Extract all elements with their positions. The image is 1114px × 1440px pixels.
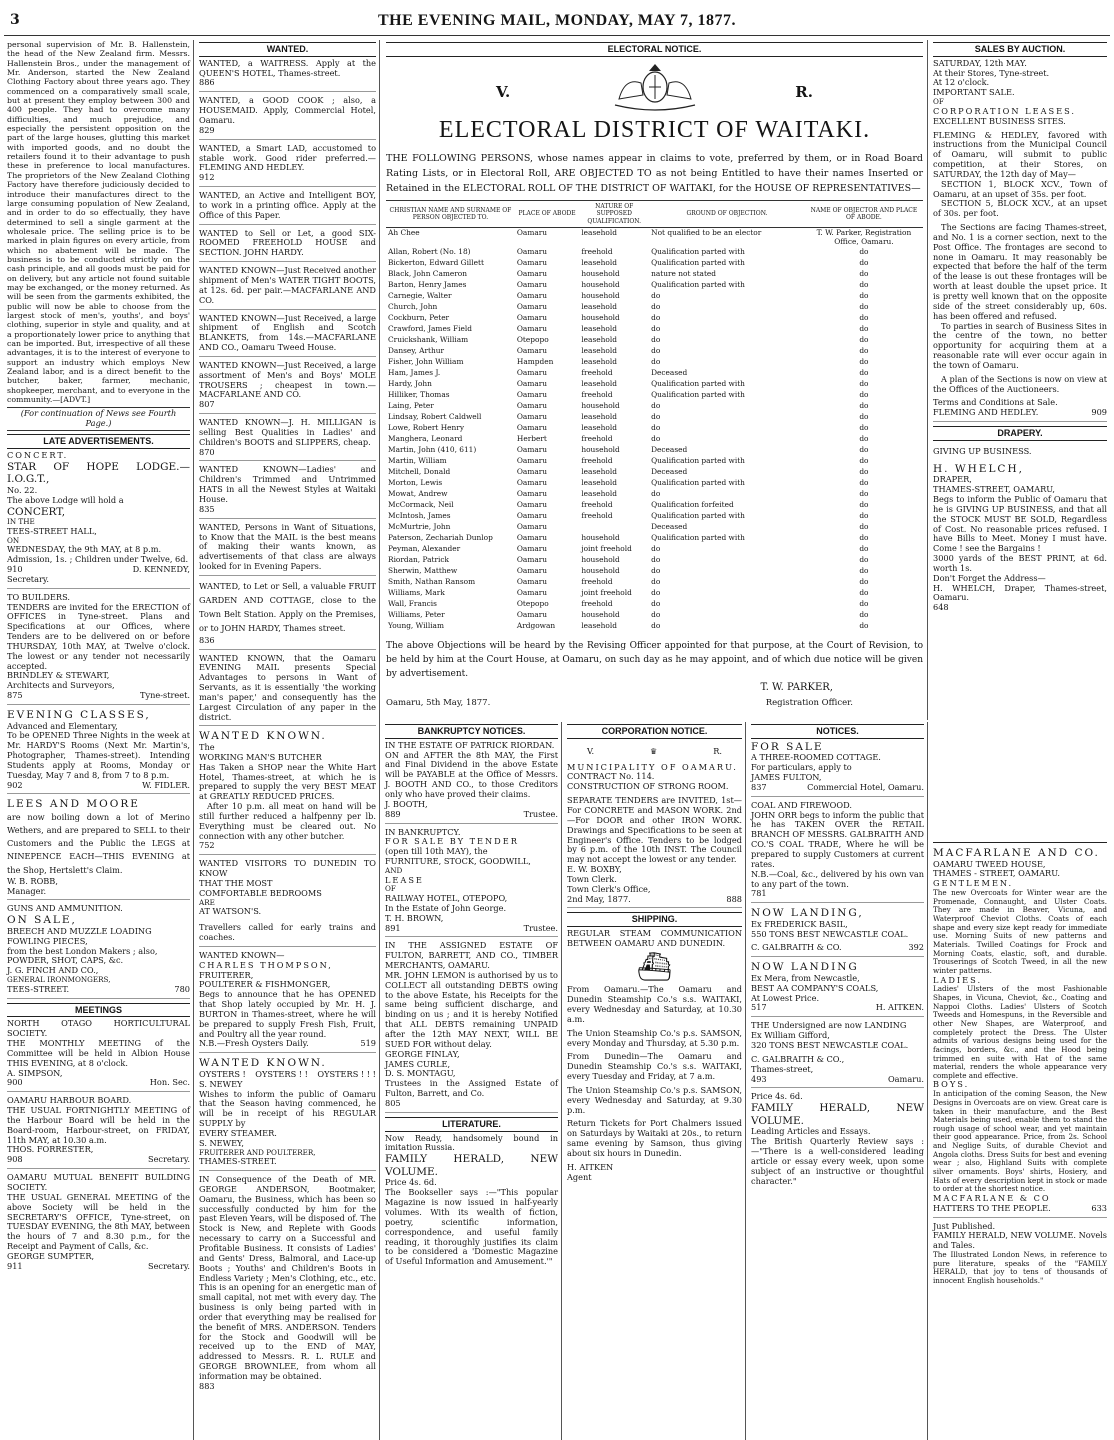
electoral-footer: The above Objections will be heard by the Revising Officer appointed for that purpose, at the Court of Revision, to be held by him at the Court House, at Oamaru, on such day as he may appoint, and of which due notice will be given by advertisement. xyxy=(386,641,923,680)
objection-row: Wall, Francis Otepopo freehold do do xyxy=(388,599,869,609)
wanted-ad: WANTED KNOWN—J. H. MILLIGAN is selling Best Qualities in Ladies' and Children's BOOTS and SLIPPERS, cheap. 870 xyxy=(199,418,376,461)
news-article: personal supervision of Mr. B. Hallenstein, the head of the New Zealand firm. Messrs. Hallenstein Bros., under the management of Mr. Anderson, started the New Zealand Clothing Factory about three years ago. They commenced on a comparatively small scale, but at present they employ between 300 and 400 people. They had to overcome many difficulties, and much prejudice, and especially the persistent opposition on the part of the large houses, glutting this market with imported goods, and no doubt the retailers found it to their advantage to push these in preference to local manufactures. The proprietors of the New Zealand Clothing Factory have therefore judiciously decided to introduce their manufactures direct to the large consuming population of New Zealand, and in order to do so effectually, they have determined to sell a single garment at the wholesale price. The selling price is to be marked in plain figures on every article, from which no abatement will be made. The business is to be conducted strictly on the cash principle, and all goods must be paid for on delivery, but any article not found suitable may be exchanged, or the money returned. As will be seen from the garments exhibited, the public will now be able to choose from the largest stock of men's, youths', and boys' clothing, superior in style and quality, and at a proportionately lower price to anything that can be imported. But, irrespective of all these advantages, it is to the interest of everyone to support an industry which employs New Zealand labor, and is a direct benefit to the butcher, baker, farmer, mechanic, shopkeeper, merchant, and to everyone in the community.—[ADVT.] xyxy=(7,40,190,405)
objection-row: Manghera, Leonard Herbert freehold do do xyxy=(388,434,869,444)
macfarlane-column xyxy=(930,840,1110,1440)
objection-row: Allan, Robert (No. 18) Oamaru freehold Qualification parted with do xyxy=(388,247,869,257)
objection-row: Sherwin, Matthew Oamaru household do do xyxy=(388,566,869,576)
corporation-column xyxy=(564,722,746,1440)
macfarlane-ad: MACFARLANE AND CO. OAMARU TWEED HOUSE, THAMES - STREET, OAMARU. GENTLEMEN. The new Overcoats for Winter wear are the Promenade, Connaught, and Ulster Coats. They are made in Beaver, Vicuna, and Waterproof Cheviot Cloths. Coats of each shape and every size kept ready for immediate use. Morning Suits of new patterns and Materials. Twilled Coatings for Frock and Morning Coats, elastic, soft, and durable. Trouserings of Scotch Tweed, in all the new winter patterns. LADIES. Ladies' Ulsters of the most Fashionable Shapes, in Vicuna, Cheviot, &c., Coating and Nappoi Cloths. Ladies' Ulsters of Scotch Tweeds and Homespuns, in the Reversible and other New Shapes, are Waterproof, and completely protect the Dress. The Ulster admits of various designs being used for the facings, borders, &c., and the Hood being trimmed en suite with Hat of the same material, renders the whole appearance very complete and effective. BOYS. In anticipation of the coming Season, the New Designs in Overcoats are on view. Great care is taken in their manufacture, and the Best Materials being used, enable them to stand the rough usage of school wear, and yet maintain their good appearance. Price, from 2s. School and Neglige Suits, of durable Cheviot and Angola cloths. Dress Suits for best and evening wear ; also, Highland Suits with complete silver ornaments. Boys' shirts, Hosiery, and Hats of every description kept in stock or made to order at the shortest notice. MACFARLANE & CO HATTERS TO THE PEOPLE. 633 xyxy=(933,842,1107,1218)
notices-column xyxy=(748,722,928,1440)
objection-row: Fisher, John William Hampden leasehold do do xyxy=(388,357,869,367)
building-society-ad: OAMARU MUTUAL BENEFIT BUILDING SOCIETY. THE USUAL GENERAL MEETING of the above Society will be held in the SECRETARY'S OFFICE, Tyne-street, on TUESDAY EVENING, the 8th MAY, between the hours of 7 and 8.30 p.m., for the Receipt and Payment of Calls, &c. GEORGE SUMPTER, 911 Secretary. xyxy=(7,1172,190,1271)
electoral-heading: ELECTORAL NOTICE. xyxy=(386,42,923,57)
objection-row: Riordan, Patrick Oamaru household do do xyxy=(388,555,869,565)
butcher-ad: WANTED KNOWN. The WORKING MAN'S BUTCHER Has Taken a SHOP near the White Hart Hotel, Thames-street, at which he is prepared to supply the very BEST MEAT at GREATLY REDUCED PRICES. After 10 p.m. all meat on hand will be still further reduced a halfpenny per lb. Everything must be cleared out. No connection with any other butcher. 752 xyxy=(199,730,376,855)
late-advertisements-heading: LATE ADVERTISEMENTS. xyxy=(7,434,190,449)
objection-row: Church, John Oamaru leasehold do do xyxy=(388,302,869,312)
wanted-list xyxy=(199,59,376,576)
objection-row: Martin, William Oamaru freehold Qualification parted with do xyxy=(388,456,869,466)
bankruptcy-heading: BANKRUPTCY NOTICES. xyxy=(385,724,558,739)
objection-row: McMurtrie, John Oamaru Deceased do xyxy=(388,522,869,532)
wanted-ad: WANTED, an Active and Intelligent BOY, to work in a printing office. Apply at the Office of this Paper. xyxy=(199,191,376,225)
railway-hotel-ad: IN BANKRUPTCY. FOR SALE BY TENDER (open till 10th MAY), the FURNITURE, STOCK, GOODWILL, AND LEASE OF RAILWAY HOTEL, OTEPOPO, In the Estate of John George. T. H. BROWN, 891 Trustee. xyxy=(385,828,558,938)
electoral-notice: ELECTORAL NOTICE. V. R. ELECTORAL DISTRICT OF WAITAKI. THE FOLLOWING PERSONS, whose names appear in claims to vote, preferred by them, or in Road Board Rating Lists, or in Electoral Roll, ARE OBJECTED TO as not being Entitled to have their names Inserted or Retained in the ELECTORAL ROLL OF THE DISTRICT OF WAITAKI, for the HOUSE OF REPRESENTATIVES— CHRISTIAN NAME AND SURNAME OF PERSON OBJECTED TO. PLACE OF ABODE NATURE OF SUPPOSED QUALIFICATION. GROUND OF OBJECTION. NAME OF OBJECTOR AND PLACE OF ABODE. Ah Chee Oamaru leasehold Not qualified to be an elector T. W. Parker, Registration Office, Oamaru. Allan, Robert (No. 18) Oamaru freehold Qualification parted with do Bickerton, Edward Gillett Oamaru leasehold Qualification parted with do Black, John Cameron Oamaru household nature not stated do Barton, Henry James Oamaru household Qualification parted with do Carnegie, Walter Oamaru household do do Church, John Oamaru leasehold do do Cockburn, Peter Oamaru household do do Crawford, James Field Oamaru leasehold do do Cruickshank, William Otepopo leasehold do do Dansey, Arthur Oamaru leasehold do do Fisher, John William Hampden leasehold do do Ham, James J. Oamaru freehold Deceased do Hardy, John Oamaru leasehold Qualification parted with do Hilliker, Thomas Oamaru freehold Qualification parted with do Laing, Peter Oamaru household do do Lindsay, Robert Caldwell Oamaru leasehold do do Lowe, Robert Henry Oamaru leasehold do do Manghera, Leonard Herbert freehold do do Martin, John (410, 611) Oamaru household Deceased do Martin, William Oamaru freehold Qualification parted with do Mitchell, Donald Oamaru leasehold Deceased do Morton, Lewis Oamaru leasehold Qualification parted with do Mowat, Andrew Oamaru leasehold do do McCormack, Neil Oamaru freehold Qualification forfeited do McIntosh, James Oamaru freehold Qualification parted with do McMurtrie, John Oamaru Deceased do Paterson, Zechariah Dunlop Oamaru household Qualification parted with do Peyman, Alexander Oamaru joint freehold do do Riordan, Patrick Oamaru household do do Sherwin, Matthew Oamaru household do do Smith, Nathan Ransom Oamaru freehold do do Williams, Mark Oamaru joint freehold do do Wall, Francis Otepopo freehold do do Williams, Peter Oamaru household do do Young, William Ardgowan leasehold do do The above Objections will be heard by the Revising Officer appointed for that purpose, at the Court of Revision, to be held by him at the Court House, at Oamaru, on such day as he may appoint, and of which due notice will be given by advertisement. T. W. PARKER, Oamaru, 5th May, 1877. Registration Officer. xyxy=(382,40,928,720)
objection-row: Ham, James J. Oamaru freehold Deceased do xyxy=(388,368,869,378)
fulton-barrett-ad: IN THE ASSIGNED ESTATE OF FULTON, BARRETT, AND CO., TIMBER MERCHANTS, OAMARU. MR. JOHN LEMON is authorised by us to COLLECT all outstanding DEBTS owing to the above Estate, his Receipts for the same being sufficient discharge, and binding on us ; and it is hereby Notified that ALL DEBTS remaining UNPAID after the 12th MAY NEXT, WILL BE SUED FOR without delay. GEORGE FINLAY, JAMES CURLE, D. S. MONTAGU, Trustees in the Assigned Estate of Fulton, Barrett, and Co. 805 xyxy=(385,941,558,1112)
family-herald-novels-ad: Just Published. FAMILY HERALD, NEW VOLUME. Novels and Tales. The Illustrated London News, in reference to pure literature, speaks of the "FAMILY HERALD, that joy to tens of thousands of innocent English households." xyxy=(933,1220,1108,1286)
concert-ad: CONCERT. STAR OF HOPE LODGE.—I.O.G.T., No. 22. The above Lodge will hold a CONCERT, IN THE TEES-STREET HALL, ON WEDNESDAY, the 9th MAY, at 8 p.m. Admission, 1s. ; Children under Twelve, 6d. 910 D. KENNEDY, Secretary. xyxy=(7,451,190,589)
royal-coat-of-arms-icon xyxy=(605,59,705,114)
electoral-intro: THE FOLLOWING PERSONS, whose names appear in claims to vote, preferred by them, or in Road Board Rating Lists, or in Electoral Roll, ARE OBJECTED TO as not being Entitled to have their names Inserted or Retained in the ELECTORAL ROLL OF THE DISTRICT OF WAITAKI, for the HOUSE OF REPRESENTATIVES— xyxy=(386,152,923,194)
objection-row: Carnegie, Walter Oamaru household do do xyxy=(388,291,869,301)
coal-firewood-ad: COAL AND FIREWOOD. JOHN ORR begs to inform the public that he has TAKEN OVER the RETAIL BRANCH OF MESSRS. GALBRAITH AND CO.'S COAL TRADE, Where he will be prepared to supply Customers at current rates. N.B.—Coal, &c., delivered by his own van to any part of the town. 781 xyxy=(751,801,924,903)
objection-row: Crawford, James Field Oamaru leasehold do do xyxy=(388,324,869,334)
objection-row: Cockburn, Peter Oamaru household do do xyxy=(388,313,869,323)
wanted-ad: WANTED, a WAITRESS. Apply at the QUEEN'S HOTEL, Thames-street. 886 xyxy=(199,59,376,93)
sales-by-auction-heading: SALES BY AUCTION. xyxy=(933,42,1107,57)
objection-row: Peyman, Alexander Oamaru joint freehold do do xyxy=(388,544,869,554)
whelch-draper-ad: GIVING UP BUSINESS. H. WHELCH, DRAPER, THAMES-STREET, OAMARU, Begs to inform the Public of Oamaru that he is GIVING UP BUSINESS, and that all the STOCK MUST BE SOLD, Regardless of Cost. No reasonable prices refused. I have Bills to Meet. Money I must have. Come ! see the Bargains ! 3000 yards of the BEST PRINT, at 6d. worth 1s. Don't Forget the Address— H. WHELCH, Draper, Thames-street, Oamaru. 648 xyxy=(933,445,1107,613)
strong-room-tender: V. ♛ R. MUNICIPALITY OF OAMARU. CONTRACT No. 114. CONSTRUCTION OF STRONG ROOM. SEPARATE TENDERS are INVITED, 1st—For CONCRETE and MASON WORK. 2nd—For DOOR and other IRON WORK. Drawings and Specifications to be seen at Engineer's Office. Tenders to be lodged by 6 p.m. of the 10th INST. The Council may not accept the lowest or any tender. E. W. BOXBY, Town Clerk. Town Clerk's Office, 2nd May, 1877. 888 xyxy=(567,741,742,909)
objection-row: Lindsay, Robert Caldwell Oamaru leasehold do do xyxy=(388,412,869,422)
wanted-ad: WANTED KNOWN—Just Received, a large shipment of English and Scotch BLANKETS, from 14s.—MACFARLANE AND CO., Oamaru Tweed House. xyxy=(199,314,376,357)
objection-row: Young, William Ardgowan leasehold do do xyxy=(388,621,869,631)
objection-row: Mowat, Andrew Oamaru leasehold do do xyxy=(388,489,869,499)
meetings-heading: MEETINGS xyxy=(7,1003,190,1018)
continuation-note: (For continuation of News see Fourth Page.) xyxy=(7,407,190,431)
anderson-ad: IN Consequence of the Death of MR. GEORGE ANDERSON, Bootmaker, Oamaru, the Business, which has been so successfully conducted by him for the past Eleven Years, will be disposed of. The Stock is New, and Replete with Goods necessary to carry on a Successful and Profitable Business. It consists of Ladies' and Gents' Dress, Balmoral, and Lace-up Boots ; Youths' and Children's Boots in Endless Variety ; Men's Clothing, etc., etc. This is an opening for an energetic man of small capital, not met with every day. The business is only being parted with in order that everything may be realised for the benefit of MRS. ANDERSON. Tenders for the Stock and Goodwill will be received up to the END of MAY, addressed to Messrs. R. L. RULE and GEORGE BROWNLEE, from whom all information may be obtained. 883 xyxy=(199,1174,376,1391)
notices-heading: NOTICES. xyxy=(751,724,924,739)
objection-row: Ah Chee Oamaru leasehold Not qualified to be an elector T. W. Parker, Registration Office, Oamaru. xyxy=(388,227,912,246)
bankruptcy-column xyxy=(382,722,562,1440)
evening-mail-ad: WANTED KNOWN, that the Oamaru EVENING MAIL presents Special Advantages to persons in Want of Servants, as it is essentially 'the working man's paper,' and consequently has the Largest Circulation of any paper in the district. xyxy=(199,654,376,727)
landing-ad-2: NOW LANDING Ex Mera, from Newcastle, BEST AA COMPANY'S COALS, At Lowest Price. 517 H. AITKEN. xyxy=(751,961,924,1017)
column-5-auction xyxy=(930,40,1110,840)
objection-row: Cruickshank, William Otepopo leasehold do do xyxy=(388,335,869,345)
shipping-heading: SHIPPING. xyxy=(567,912,742,927)
objection-row: Paterson, Zechariah Dunlop Oamaru household Qualification parted with do xyxy=(388,533,869,543)
wanted-ad: WANTED KNOWN—Just Received, a large assortment of Men's and Boys' MOLE TROUSERS ; cheapest in town.—MACFARLANE AND CO. 807 xyxy=(199,361,376,414)
drapery-heading: DRAPERY. xyxy=(933,426,1107,441)
literature-heading: LITERATURE. xyxy=(385,1117,558,1132)
wanted-heading: WANTED. xyxy=(199,42,376,57)
masthead xyxy=(4,6,1110,36)
objection-row: Martin, John (410, 611) Oamaru household Deceased do xyxy=(388,445,869,455)
builders-ad: TO BUILDERS. TENDERS are invited for the ERECTION of OFFICES in Tyne-street. Plans and Specifications at our Offices, where Tenders are to be delivered on or before THURSDAY, 10th MAY, at Twelve o'clock. The lowest or any tender not necessarily accepted. BRINDLEY & STEWART, Architects and Surveyors, 875 Tyne-street. xyxy=(7,593,190,705)
crest-icon: ♛ xyxy=(649,745,658,756)
objection-row: Mitchell, Donald Oamaru leasehold Deceased do xyxy=(388,467,869,477)
evening-classes-ad: EVENING CLASSES, Advanced and Elementary, To be OPENED Three Nights in the week at Mr. HARDY'S Rooms (Next Mr. Martin's, Photographer, Thames-street). Intending Students apply at Rooms, Monday or Tuesday, May 7 and 8, from 7 to 8 p.m. 902 W. FIDLER. xyxy=(7,709,190,795)
objection-row: Morton, Lewis Oamaru leasehold Qualification parted with do xyxy=(388,478,869,488)
steam-communication-ad: REGULAR STEAM COMMUNICATION BETWEEN OAMARU AND DUNEDIN. ⛴ From Oamaru.—The Oamaru and Dunedin Steamship Co.'s s.s. WAITAKI, every Wednesday and Saturday, at 10.30 a.m. The Union Steamship Co.'s p.s. SAMSON, every Monday and Thursday, at 5.30 p.m. From Dunedin—The Oamaru and Dunedin Steamship Co.'s s.s. WAITAKI, every Tuesday and Friday, at 7 a.m. The Union Steamship Co.'s p.s. SAMSON, every Wednesday and Saturday, at 9.30 p.m. Return Tickets for Port Chalmers issued on Saturdays by Waitaki at 20s., to return same evening by Samson, thus giving about six hours in Dunedin. H. AITKEN Agent xyxy=(567,928,742,1182)
lees-moore-ad: LEES AND MOORE are now boiling down a lot of Merino Wethers, and are prepared to SELL to their Customers and the Public the LEGS at NINEPENCE EACH—THIS EVENING at the Shop, Hertslett's Claim. W. B. ROBB, Manager. xyxy=(7,798,190,900)
newspaper-page xyxy=(4,0,1110,1440)
cottage-ad: FOR SALE A THREE-ROOMED COTTAGE. For particulars, apply to JAMES FULTON, 837 Commercial Hotel, Oamaru. xyxy=(751,741,924,797)
objection-row: McCormack, Neil Oamaru freehold Qualification forfeited do xyxy=(388,500,869,510)
objection-row: Bickerton, Edward Gillett Oamaru leasehold Qualification parted with do xyxy=(388,258,869,268)
objection-row: Dansey, Arthur Oamaru leasehold do do xyxy=(388,346,869,356)
corporation-leases-ad: SATURDAY, 12th MAY. At their Stores, Tyne-street. At 12 o'clock. IMPORTANT SALE. OF CORPORATION LEASES. EXCELLENT BUSINESS SITES. FLEMING & HEDLEY, favored with instructions from the Municipal Council of Oamaru, will submit to public competition, at their Stores, on SATURDAY, the 12th day of May— SECTION 1, BLOCK XCV., Town of Oamaru, at an upset of 35s. per foot. SECTION 5, BLOCK XCV., at an upset of 30s. per foot. The Sections are facing Thames-street, and No. 1 is a corner section, next to the Post Office. The frontages are second to none in Oamaru. It may reasonably be expected that before the half of the term of the lease is out these frontages will be worth at least double the upset price. It is pretty well known that on the opposite side of the street considerably up, 60s. has been offered and refused. To parties in search of Business Sites in the centre of the town, no better opportunity for acquiring them at a reasonable rate will ever occur again in the town of Oamaru. A plan of the Sections is now on view at the Offices of the Auctioneers. Terms and Conditions at Sale. FLEMING AND HEDLEY. 909 xyxy=(933,59,1107,422)
riordan-estate-ad: IN THE ESTATE OF PATRICK RIORDAN. ON and AFTER the 8th MAY, the First and Final Dividend in the above Estate will be PAYABLE at the Office of Messrs. J. BOOTH AND CO., to those Creditors only who have proved their claims. J. BOOTH, 889 Trustee. xyxy=(385,741,558,824)
horticultural-ad: NORTH OTAGO HORTICULTURAL SOCIETY. THE MONTHLY MEETING of the Committee will be held in Albion House THIS EVENING, at 8 o'clock. A. SIMPSON, 900 Hon. Sec. xyxy=(7,1019,190,1092)
wanted-ad: WANTED KNOWN—Ladies' and Children's Trimmed and Untrimmed HATS in all the Newest Styles at Waitaki House. 835 xyxy=(199,465,376,518)
objection-row: Black, John Cameron Oamaru household nature not stated do xyxy=(388,269,869,279)
wanted-ad: WANTED, a GOOD COOK ; also, a HOUSEMAID. Apply, Commercial Hotel, Oamaru. 829 xyxy=(199,96,376,139)
steamship-icon: ⛴ xyxy=(636,949,673,983)
wanted-ad: WANTED, Persons in Want of Situations, to Know that the MAIL is the best means of making their wants known, as advertisements of that class are always looked for in Evening Papers. xyxy=(199,523,376,576)
objection-row: Barton, Henry James Oamaru household Qualification parted with do xyxy=(388,280,869,290)
newspaper-title: THE EVENING MAIL, MONDAY, MAY 7, 1877. xyxy=(378,12,736,29)
objections-table: CHRISTIAN NAME AND SURNAME OF PERSON OBJECTED TO. PLACE OF ABODE NATURE OF SUPPOSED QUALIFICATION. GROUND OF OBJECTION. NAME OF OBJECTOR AND PLACE OF ABODE. Ah Chee Oamaru leasehold Not qualified to be an elector T. W. Parker, Registration Office, Oamaru. Allan, Robert (No. 18) Oamaru freehold Qualification parted with do Bickerton, Edward Gillett Oamaru leasehold Qualification parted with do Black, John Cameron Oamaru household nature not stated do Barton, Henry James Oamaru household Qualification parted with do Carnegie, Walter Oamaru household do do Church, John Oamaru leasehold do do Cockburn, Peter Oamaru household do do Crawford, James Field Oamaru leasehold do do Cruickshank, William Otepopo leasehold do do Dansey, Arthur Oamaru leasehold do do Fisher, John William Hampden leasehold do do Ham, James J. Oamaru freehold Deceased do Hardy, John Oamaru leasehold Qualification parted with do Hilliker, Thomas Oamaru freehold Qualification parted with do Laing, Peter Oamaru household do do Lindsay, Robert Caldwell Oamaru leasehold do do Lowe, Robert Henry Oamaru leasehold do do Manghera, Leonard Herbert freehold do do Martin, John (410, 611) Oamaru household Deceased do Martin, William Oamaru freehold Qualification parted with do Mitchell, Donald Oamaru leasehold Deceased do Morton, Lewis Oamaru leasehold Qualification parted with do Mowat, Andrew Oamaru leasehold do do McCormack, Neil Oamaru freehold Qualification forfeited do McIntosh, James Oamaru freehold Qualification parted with do McMurtrie, John Oamaru Deceased do Paterson, Zechariah Dunlop Oamaru household Qualification parted with do Peyman, Alexander Oamaru joint freehold do do Riordan, Patrick Oamaru household do do Sherwin, Matthew Oamaru household do do Smith, Nathan Ransom Oamaru freehold do do Williams, Mark Oamaru joint freehold do do Wall, Francis Otepopo freehold do do Williams, Peter Oamaru household do do Young, William Ardgowan leasehold do do xyxy=(386,200,923,632)
page-number: 3 xyxy=(10,12,20,28)
guns-ad: GUNS AND AMMUNITION. ON SALE, BREECH AND MUZZLE LOADING FOWLING PIECES, from the best London Makers ; also, POWDER, SHOT, CAPS, &c. J. G. FINCH AND CO., GENERAL IRONMONGERS, TEES-STREET. 780 xyxy=(7,904,190,998)
objection-row: Hardy, John Oamaru leasehold Qualification parted with do xyxy=(388,379,869,389)
objection-row: Hilliker, Thomas Oamaru freehold Qualification parted with do xyxy=(388,390,869,400)
family-herald-notice: Price 4s. 6d. FAMILY HERALD, NEW VOLUME. Leading Articles and Essays. The British Quarterly Review says :—"There is a well-considered leading article or essay every week, upon some subject of an instructive or thoughtful character." xyxy=(751,1091,924,1186)
objection-row: Williams, Mark Oamaru joint freehold do do xyxy=(388,588,869,598)
objection-row: Lowe, Robert Henry Oamaru leasehold do do xyxy=(388,423,869,433)
corporation-heading: CORPORATION NOTICE. xyxy=(567,724,742,739)
objection-row: Williams, Peter Oamaru household do do xyxy=(388,610,869,620)
royal-crest: V. R. xyxy=(386,59,923,114)
wanted-ad: WANTED KNOWN—Just Received another shipment of Men's WATER TIGHT BOOTS, at 12s. 6d. per pair.—MACFARLANE AND CO. xyxy=(199,266,376,309)
objection-row: Laing, Peter Oamaru household do do xyxy=(388,401,869,411)
objection-row: Smith, Nathan Ransom Oamaru freehold do do xyxy=(388,577,869,587)
landing-ad-1: NOW LANDING, Ex FREDERICK BASIL, 550 TONS BEST NEWCASTLE COAL. C. GALBRAITH & CO. 392 xyxy=(751,907,924,957)
objection-row: McIntosh, James Oamaru freehold Qualification parted with do xyxy=(388,511,869,521)
family-herald-ad: Now Ready, handsomely bound in imitation Russia. FAMILY HERALD, NEW VOLUME. Price 4s. 6d. The Bookseller says :—"This popular Magazine is now issued in half-yearly volumes. With its wealth of fiction, poetry, scientific information, correspondence, and useful family reading, it thoroughly justifies its claim to be considered a 'Domestic Magazine of Useful Information and Amusement.'" xyxy=(385,1132,558,1267)
oysters-ad: WANTED KNOWN. OYSTERS ! OYSTERS ! ! OYSTERS ! ! ! S. NEWEY Wishes to inform the public of Oamaru that the Season having commenced, he will be in receipt of his REGULAR SUPPLY by EVERY STEAMER. S. NEWEY, FRUITERER AND POULTERER, THAMES-STREET. xyxy=(199,1057,376,1171)
harbour-board-ad: OAMARU HARBOUR BOARD. THE USUAL FORTNIGHTLY MEETING of the Harbour Board will be held in the Board-room, Harbour-street, on FRIDAY, 11th MAY, at 10.30 a.m. THOS. FORRESTER, 908 Secretary. xyxy=(7,1096,190,1169)
column-2-wanted xyxy=(196,40,380,1440)
wanted-ad: WANTED, a Smart LAD, accustomed to stable work. Good rider preferred.—FLEMING AND HEDLEY. 912 xyxy=(199,144,376,187)
thompson-ad: WANTED KNOWN— CHARLES THOMPSON, FRUITERER, POULTERER & FISHMONGER, Begs to announce that he has OPENED that Shop lately occupied by Mr. H. J. BURTON in Thames-street, where he will be prepared to supply Fresh Fish, Fruit, and Poultry all the year round. N.B.—Fresh Oysters Daily. 519 xyxy=(199,951,376,1053)
watsons-ad: WANTED VISITORS TO DUNEDIN TO KNOW THAT THE MOST COMFORTABLE BEDROOMS ARE AT WATSON'S. Travellers called for early trains and coaches. xyxy=(199,859,376,947)
column-1 xyxy=(4,40,194,1440)
wanted-ad: WANTED to Sell or Let, a good SIX-ROOMED FREEHOLD HOUSE and SECTION. JOHN HARDY. xyxy=(199,229,376,263)
electoral-signature: T. W. PARKER, xyxy=(760,682,833,694)
landing-ad-3: THE Undersigned are now LANDING Ex William Gifford, 320 TONS BEST NEWCASTLE COAL. C. GALBRAITH & CO., Thames-street, 493 Oamaru. xyxy=(751,1021,924,1088)
fruit-garden-ad: WANTED, to Let or Sell, a valuable FRUIT GARDEN AND COTTAGE, close to the Town Belt Station. Apply on the Premises, or to JOHN HARDY, Thames street. 836 xyxy=(199,580,376,650)
electoral-title: ELECTORAL DISTRICT OF WAITAKI. xyxy=(438,116,871,143)
